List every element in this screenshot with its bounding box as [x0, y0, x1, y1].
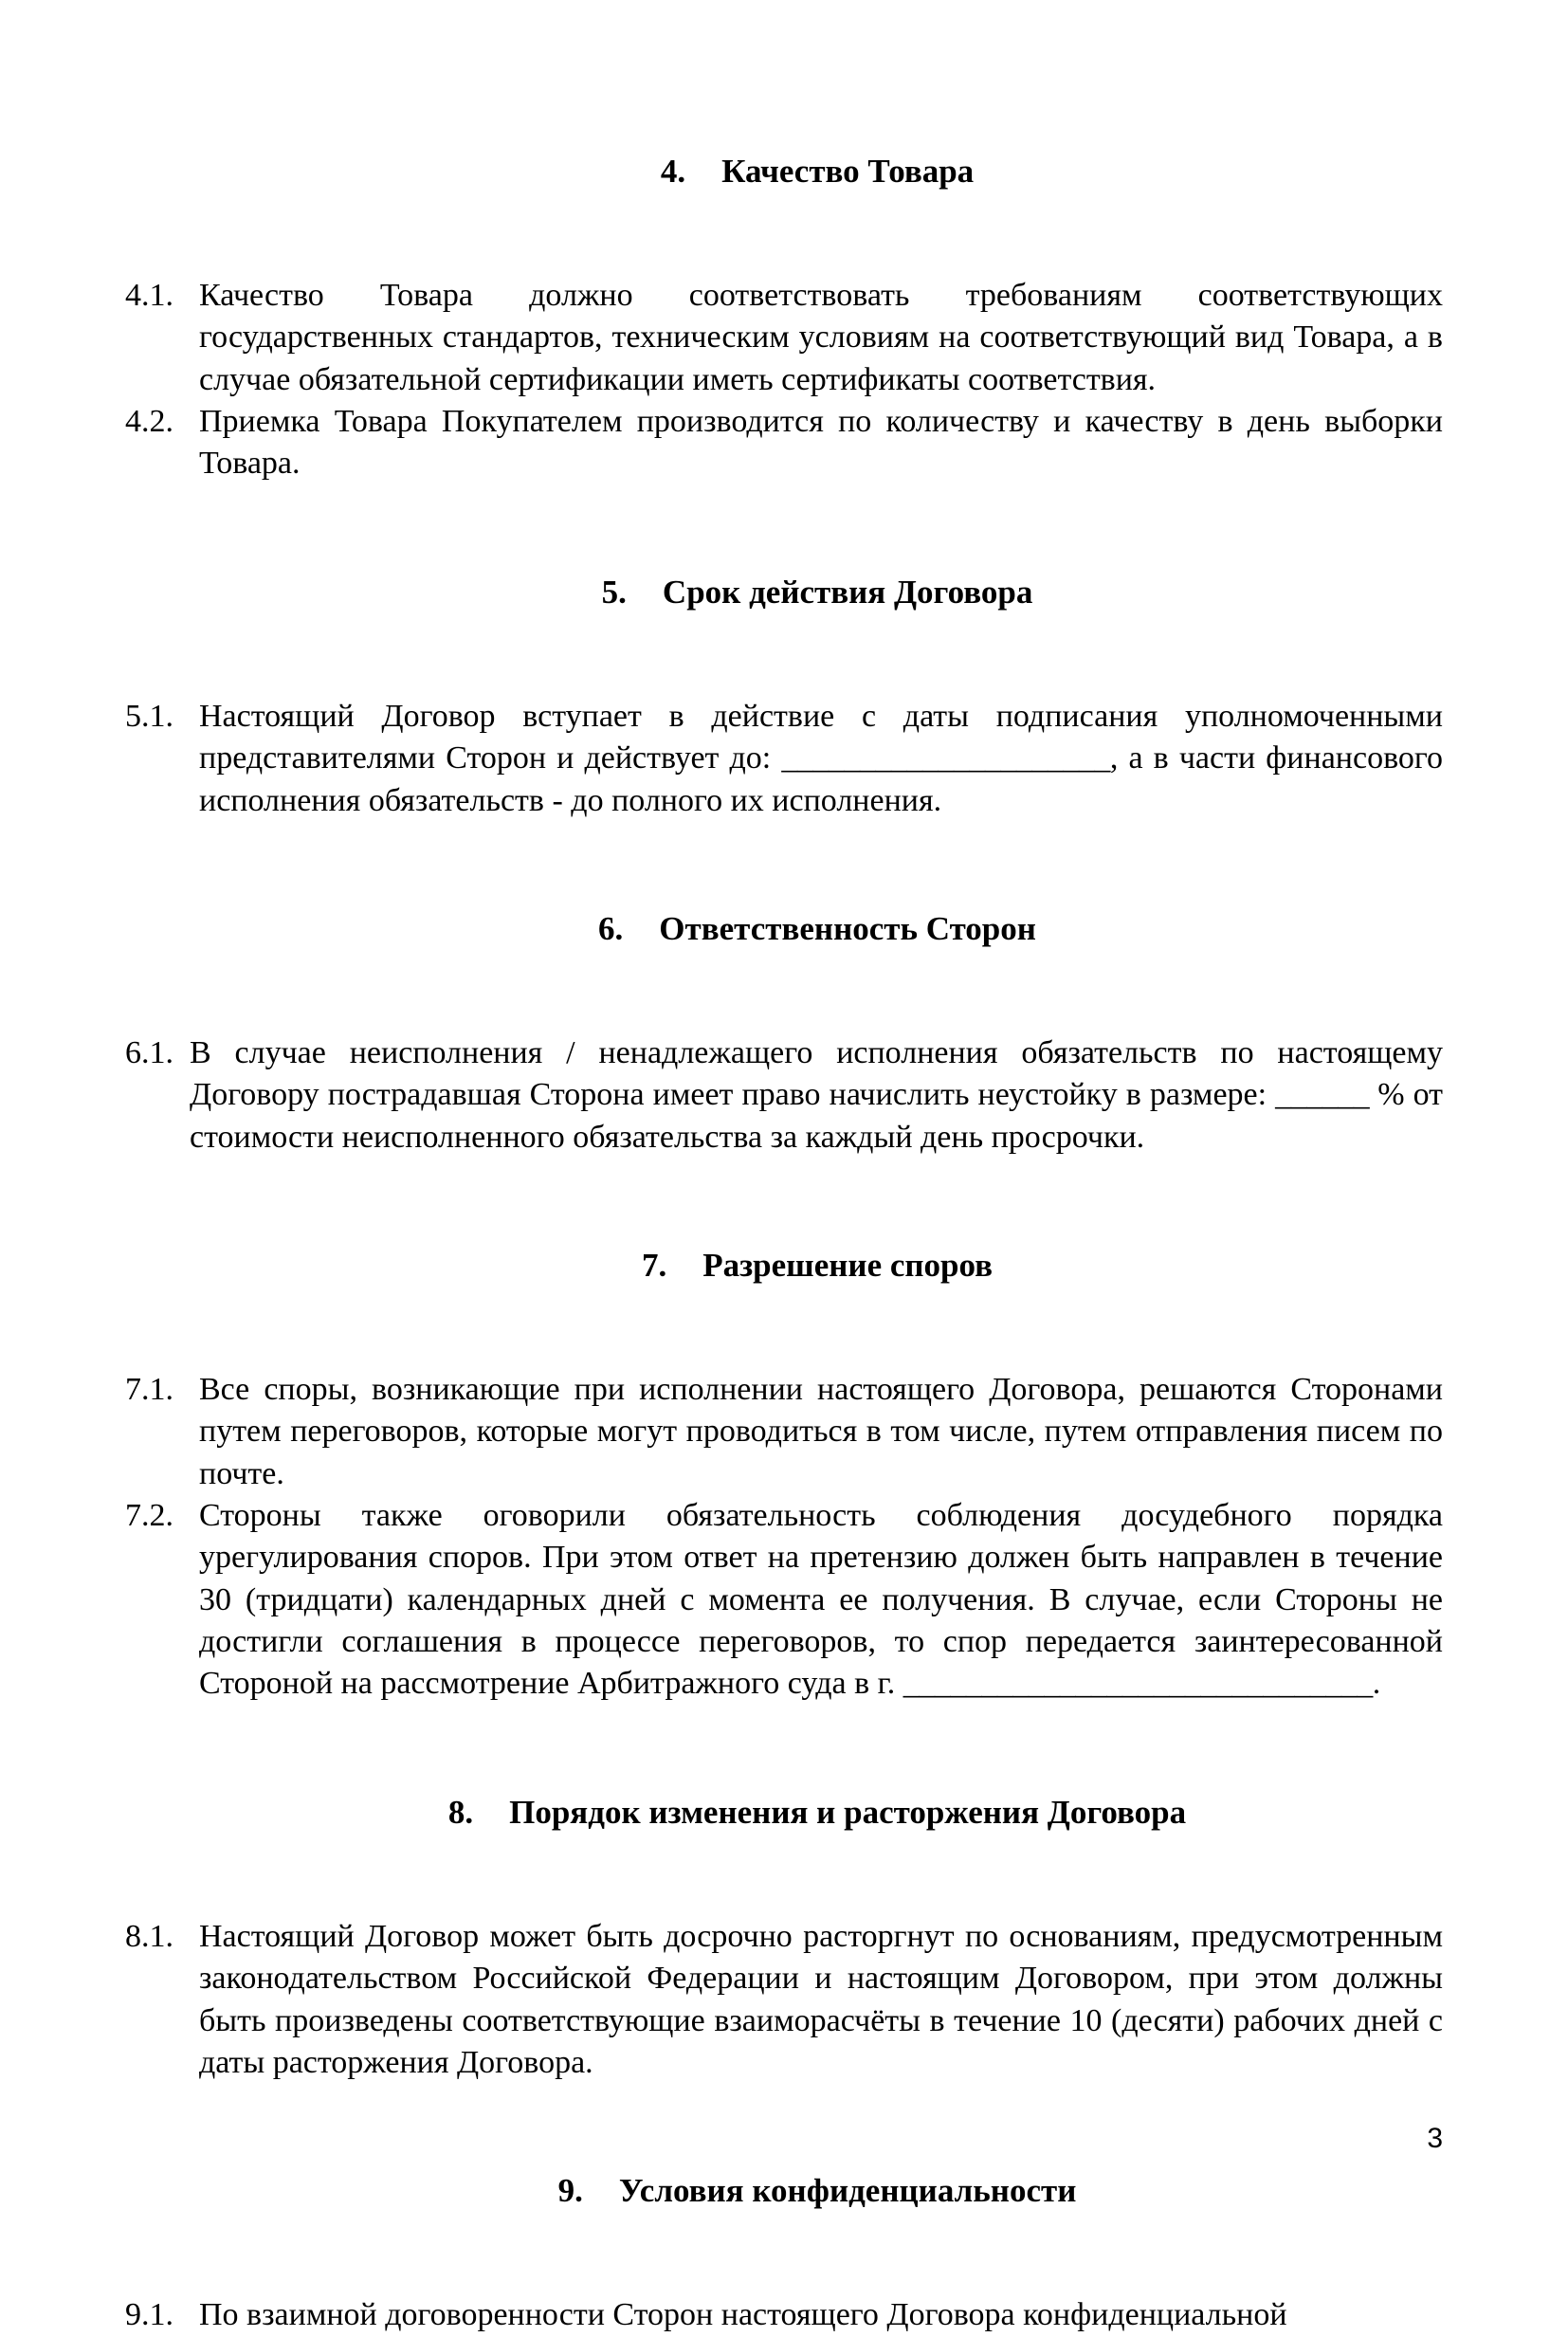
clause-4-1 — [125, 275, 1443, 401]
clause-number-4-2: 4.2. — [125, 404, 173, 440]
clause-6-1-blank-field[interactable]: ______ — [1275, 1077, 1370, 1113]
clause-number-7-2: 7.2. — [125, 1498, 173, 1534]
clause-text-9-1 — [199, 2294, 1443, 2336]
section-number-9: 9. — [557, 2172, 583, 2210]
clause-number-5-1: 5.1. — [125, 698, 173, 734]
clause-5-1-text-before: Настоящий Договор вступает в действие с даты подписания уполномоченными представителями Сторон и действует до: — [199, 698, 1443, 776]
clause-number-4-1: 4.1. — [125, 278, 173, 313]
clause-text-4-2: Приемка Товара Покупателем производится по количеству и качеству в день выборки Товара. — [199, 404, 1443, 482]
clause-text-6-1 — [190, 1032, 1443, 1159]
section-number-4: 4. — [660, 153, 686, 190]
page-number: 3 — [1427, 2123, 1443, 2154]
clause-number-7-1: 7.1. — [125, 1371, 173, 1407]
section-heading-7 — [125, 1206, 1443, 1325]
clause-5-1-text-after: , а в части финансового исполнения обязательств - до полного их исполнения. — [199, 740, 1443, 818]
clause-5-1-blank-field[interactable]: _____________________ — [781, 740, 1110, 776]
clause-number-8-1: 8.1. — [125, 1918, 173, 1954]
clause-9-1-text: По взаимной договоренности Сторон настоящего Договора конфиденциальной — [199, 2297, 1287, 2333]
section-title-7: Разрешение споров — [702, 1246, 994, 1284]
clause-7-2-text-before: Стороны также оговорили обязательность соблюдения досудебного порядка урегулирования споров. При этом ответ на претензию должен быть направлен в течение 30 (тридцати) календарных дней с момента ее получения. В случае, если Стороны не достигли соглашения в процессе переговоров, то спор передается заинтересованной Стороной на рассмотрение Арбитражного суда в г. — [199, 1498, 1443, 1702]
clause-9-1 — [125, 2294, 1443, 2336]
clause-7-2-text-after: . — [1372, 1666, 1381, 1702]
clause-7-2-blank-field[interactable]: ______________________________ — [903, 1666, 1373, 1702]
section-number-7: 7. — [641, 1246, 667, 1284]
section-title-4: Качество Товара — [721, 153, 975, 190]
clause-8-1 — [125, 1916, 1443, 2084]
section-heading-5 — [125, 533, 1443, 652]
clause-text-5-1 — [199, 696, 1443, 822]
clause-text-7-2 — [199, 1495, 1443, 1706]
section-heading-6 — [125, 869, 1443, 989]
clause-6-1 — [125, 1032, 1443, 1159]
clause-6-1-text-before: В случае неисполнения / ненадлежащего исполнения обязательств по настоящему Договору пострадавшая Сторона имеет право начислить неустойку в размере: — [190, 1034, 1443, 1113]
clause-6-1-text-after: % от стоимости неисполненного обязательства за каждый день просрочки. — [190, 1077, 1444, 1155]
clause-7-1 — [125, 1369, 1443, 1495]
section-title-9: Условия конфиденциальности — [618, 2172, 1077, 2210]
clause-number-9-1: 9.1. — [125, 2297, 173, 2333]
clause-text-7-1: Все споры, возникающие при исполнении настоящего Договора, решаются Сторонами путем переговоров, которые могут проводиться в том числе, путем отправления писем по почте. — [199, 1371, 1443, 1491]
section-heading-8 — [125, 1753, 1443, 1872]
section-number-6: 6. — [598, 909, 624, 947]
section-number-5: 5. — [601, 573, 627, 611]
section-heading-4 — [125, 112, 1443, 231]
section-number-8: 8. — [447, 1793, 474, 1831]
clause-7-2 — [125, 1495, 1443, 1706]
clause-text-4-1: Качество Товара должно соответствовать требованиям соответствующих государственных стандартов, техническим условиям на соответствующий вид Товара, а в случае обязательной сертификации иметь сертификаты соответствия. — [199, 278, 1443, 397]
clause-text-8-1: Настоящий Договор может быть досрочно расторгнут по основаниям, предусмотренным законодательством Российской Федерации и настоящим Договором, при этом должны быть произведены соответствующие взаиморасчёты в течение 10 (десяти) рабочих дней с даты расторжения Договора. — [199, 1918, 1443, 2080]
clause-5-1 — [125, 696, 1443, 822]
section-title-6: Ответственность Сторон — [659, 909, 1036, 947]
section-heading-9 — [125, 2131, 1443, 2251]
document-body — [125, 112, 1443, 2337]
section-title-8: Порядок изменения и расторжения Договора — [509, 1793, 1187, 1831]
clause-number-6-1: 6.1. — [125, 1034, 173, 1070]
clause-4-2 — [125, 401, 1443, 485]
section-title-5: Срок действия Договора — [662, 573, 1033, 611]
